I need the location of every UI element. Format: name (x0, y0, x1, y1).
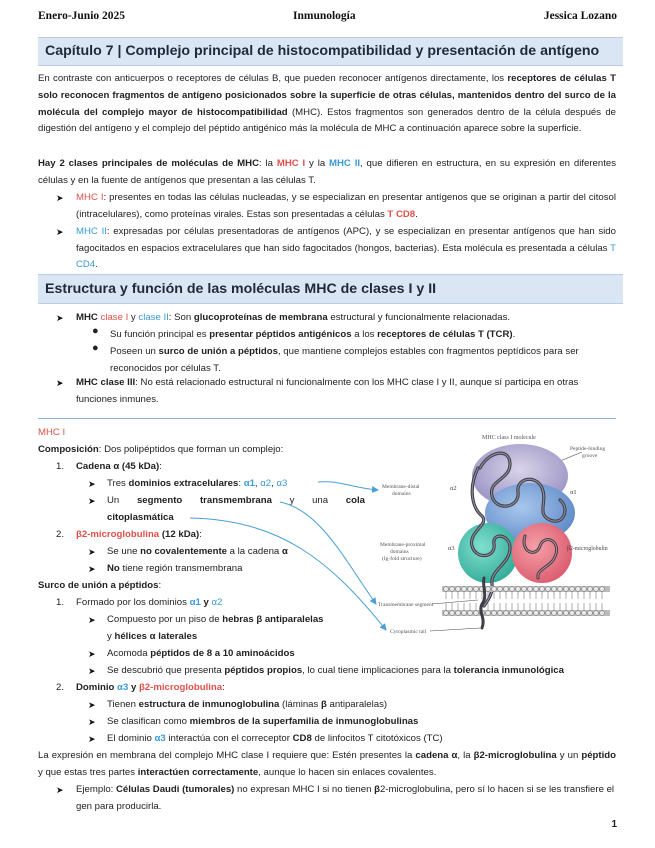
label-alpha3: α3 (448, 545, 455, 552)
expression-paragraph: La expresión en membrana del complejo MHC clase I requiere que: Estén presentes la cadena α, la β2-microglobulina y un péptido y que estas tres partes interactúen correctamente, aunque lo hacen sin enlaces covalentes. (38, 750, 616, 778)
s2-line1: MHC clase I y clase II: Son glucoproteínas de membrana estructural y funcionalmente relacionadas. (76, 312, 511, 323)
composition-line: Composición: Dos polipéptidos que forman un complejo: (38, 444, 284, 455)
ig-superfamily-line: Se clasifican como miembros de la superfamilia de inmunoglobulinas (107, 716, 419, 727)
label-membrane-proximal-2: domains (390, 549, 409, 555)
two-classes-paragraph: Hay 2 clases principales de moléculas de MHC: la MHC I y la MHC II, que difieren en estructura, en su expresión en diferentes células y en la fuente de antígenos que presentan a las células T. (38, 158, 616, 186)
cd8-line: El dominio α3 interactúa con el correceptor CD8 de linfocitos T citotóxicos (TC) (107, 733, 443, 744)
arrow-bullet-icon: ➤ (56, 378, 64, 388)
alpha-chain-line: Cadena α (45 kDa): (76, 461, 162, 472)
number-2b: 2. (56, 682, 65, 693)
dot-bullet-icon: ● (92, 342, 99, 354)
label-b2m: β2-microglobulin (567, 546, 608, 552)
mhc1-bullet: MHC I: presentes en todas las células nucleadas, y se especializan en presentar antígenos que se originan a partir del citosol (intracelulares), como proteínas virales. Estas son presentadas a células T CD8. (76, 192, 616, 220)
arrow-bullet-icon: ➤ (56, 785, 64, 795)
header-course-dates: Enero-Junio 2025 (38, 10, 126, 22)
figure-title: MHC class I molecule (482, 435, 536, 441)
number-1b: 1. (56, 597, 65, 608)
label-peptide-binding-groove: Peptide-binding (570, 446, 606, 452)
floor-line: Compuesto por un piso de hebras β antiparalelas y hélices α laterales (107, 614, 324, 642)
section-title-structure: Estructura y función de las moléculas MHC de clases I y II (38, 274, 623, 304)
self-peptides-line: Se descubrió que presenta péptidos propios, lo cual tiene implicaciones para la tolerancia inmunológica (107, 665, 564, 676)
header-author: Jessica Lozano (543, 10, 617, 22)
arrow-bullet-icon: ➤ (88, 547, 96, 557)
groove-heading: Surco de unión a péptidos: (38, 580, 162, 591)
arrow-to-transmembrane (280, 502, 376, 604)
number-1: 1. (56, 461, 65, 472)
arrow-bullet-icon: ➤ (88, 666, 96, 676)
arrow-bullet-icon: ➤ (88, 734, 96, 744)
peptide-size-line: Acomoda péptidos de 8 a 10 aminoácidos (107, 648, 295, 659)
ig-structure-line: Tienen estructura de inmunoglobulina (láminas β antiparalelas) (107, 699, 388, 710)
mhc2-bullet: MHC II: expresadas por células presentadoras de antígenos (APC), y se especializan en presentar antígenos que han sido fagocitados en espacios extracelulares que han sido fagocitados (hongos, bacterias). Esta molécula es presentada a células T CD4. (76, 226, 616, 271)
groove-formed-line: Formado por los dominios α1 y α2 (76, 597, 223, 608)
dot-bullet-icon: ● (92, 325, 99, 337)
header-subject: Inmunología (293, 10, 356, 22)
label-peptide-binding-groove-2: groove (582, 453, 598, 459)
arrow-bullet-icon: ➤ (88, 700, 96, 710)
label-membrane-proximal-3: (Ig-fold structure) (382, 556, 422, 562)
arrow-bullet-icon: ➤ (88, 615, 96, 625)
label-membrane-distal: Membrane-distal (382, 484, 420, 490)
s2-dot1: Su función principal es presentar péptidos antigénicos a los receptores de células T (TCR). (110, 329, 516, 340)
intro-paragraph: En contraste con anticuerpos o receptores de células B, que pueden reconocer antígenos directamente, los receptores de células T solo reconocen fragmentos de antígeno posicionados sobre la superficie de otras células, mantenidos dentro del surco de la molécula del complejo mayor de histocompatibilidad (MHC). Estos fragmentos son generados dentro de la célula después de digestión del antígeno y el complejo del péptido antigénico más la molécula de MHC a continuación aparece sobre la superficie. (38, 73, 617, 135)
label-cytoplasmic-tail: Cytoplasmic tail (390, 629, 427, 635)
label-membrane-proximal: Membrane-proximal (380, 542, 426, 548)
arrow-bullet-icon: ➤ (56, 313, 64, 323)
arrow-bullet-icon: ➤ (88, 479, 96, 489)
arrow-to-cytoplasmic-tail (190, 518, 386, 630)
s2-dot2: Poseen un surco de unión a péptidos, que mantiene complejos estables con fragmentos peptídicos para ser reconocidos por células T. (110, 346, 579, 374)
no-tm-line: No tiene región transmembrana (107, 563, 243, 574)
arrow-bullet-icon: ➤ (56, 227, 64, 237)
arrow-to-distal-domains (318, 482, 378, 490)
label-alpha2: α2 (450, 485, 457, 492)
daudi-example: Ejemplo: Células Daudi (tumorales) no expresan MHC I si no tienen β2-microglobulina, pero sí lo hacen si se les transfiere el gen para producirla. (76, 784, 615, 812)
alpha3-b2m-line: Dominio α3 y β2-microglobulina: (76, 682, 225, 693)
label-transmembrane-segment: Transmembrane segment (378, 602, 434, 608)
chapter-title: Capítulo 7 | Complejo principal de histocompatibilidad y presentación de antígeno (38, 37, 623, 66)
arrow-bullet-icon: ➤ (88, 649, 96, 659)
extracellular-domains-line: Tres dominios extracelulares: α1, α2, α3 (107, 478, 288, 489)
label-membrane-distal-2: domains (392, 491, 411, 497)
mhc1-heading: MHC I (38, 427, 66, 438)
arrow-bullet-icon: ➤ (88, 564, 96, 574)
label-alpha1: α1 (570, 489, 577, 496)
number-2: 2. (56, 529, 65, 540)
b2m-line: β2-microglobulina (12 kDa): (76, 529, 202, 540)
transmembrane-line: Un segmento transmembrana y una cola citoplasmática (107, 495, 365, 523)
s2-line2: MHC clase III: No está relacionado estructural ni funcionalmente con los MHC clase I y II, aunque sí participa en otras funciones inmunes. (76, 377, 579, 405)
arrow-bullet-icon: ➤ (56, 193, 64, 203)
arrow-bullet-icon: ➤ (88, 717, 96, 727)
arrow-bullet-icon: ➤ (88, 496, 96, 506)
page-number: 1 (611, 819, 617, 830)
noncovalent-line: Se une no covalentemente a la cadena α (107, 546, 288, 557)
